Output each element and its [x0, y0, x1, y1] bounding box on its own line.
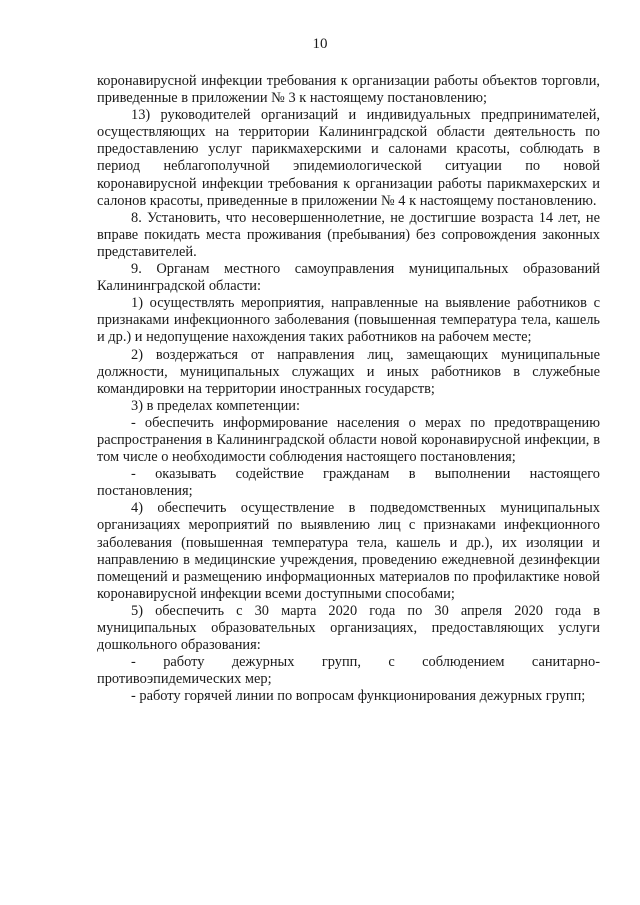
paragraph-item-2: 2) воздержаться от направления лиц, замещающих муниципальные должности, муниципальных служащих и иных работников в служебные командировки на территории иностранных государств; [97, 346, 600, 397]
paragraph-bullet-hotline: - работу горячей линии по вопросам функционирования дежурных групп; [131, 688, 586, 705]
paragraph-item-13: 13) руководителей организаций и индивидуальных предпринимателей, осуществляющих на территории Калининградской области деятельность по предоставлению услуг парикмахерскими и салонами красоты, соблюдать в период неблагополучной эпидемиологической ситуации по новой коронавирусной инфекции требования к организации работы парикмахерских и салонов красоты, приведенные в приложении № 4 к настоящему постановлению. [97, 107, 600, 209]
page-number: 10 [312, 36, 328, 52]
paragraph-clause-9: 9. Органам местного самоуправления муниципальных образований Калининградской области: [97, 261, 600, 295]
paragraph-bullet-assist: - оказывать содействие гражданам в выполнении настоящего постановления; [97, 466, 600, 500]
paragraph-bullet-duty-groups: - работу дежурных групп, с соблюдением санитарно-противоэпидемических мер; [97, 654, 600, 688]
document-body [97, 73, 600, 705]
paragraph-item-4: 4) обеспечить осуществление в подведомственных муниципальных организациях мероприятий по выявлению лиц с признаками инфекционного заболевания (повышенная температура тела, кашель и др.), их изоляции и направлению в медицинские учреждения, проведению ежедневной дезинфекции помещений и размещению информационных материалов по профилактике новой коронавирусной инфекции всеми доступными способами; [97, 500, 600, 602]
paragraph-bullet-inform: - обеспечить информирование населения о мерах по предотвращению распространения в Калининградской области новой коронавирусной инфекции, в том числе о необходимости соблюдения настоящего постановления; [97, 414, 600, 466]
paragraph-item-1: 1) осуществлять мероприятия, направленные на выявление работников с признаками инфекционного заболевания (повышенная температура тела, кашель и др.) и недопущение нахождения таких работников на рабочем месте; [97, 295, 600, 346]
paragraph-item-3: 3) в пределах компетенции: [131, 397, 300, 414]
paragraph-item-5: 5) обеспечить с 30 марта 2020 года по 30 апреля 2020 года в муниципальных образовательных организациях, предоставляющих услуги дошкольного образования: [97, 602, 600, 654]
paragraph-clause-8: 8. Установить, что несовершеннолетние, не достигшие возраста 14 лет, не вправе покидать места проживания (пребывания) без сопровождения законных представителей. [97, 209, 600, 260]
paragraph-continuation: коронавирусной инфекции требования к организации работы объектов торговли, приведенные в приложении № 3 к настоящему постановлению; [97, 73, 600, 107]
